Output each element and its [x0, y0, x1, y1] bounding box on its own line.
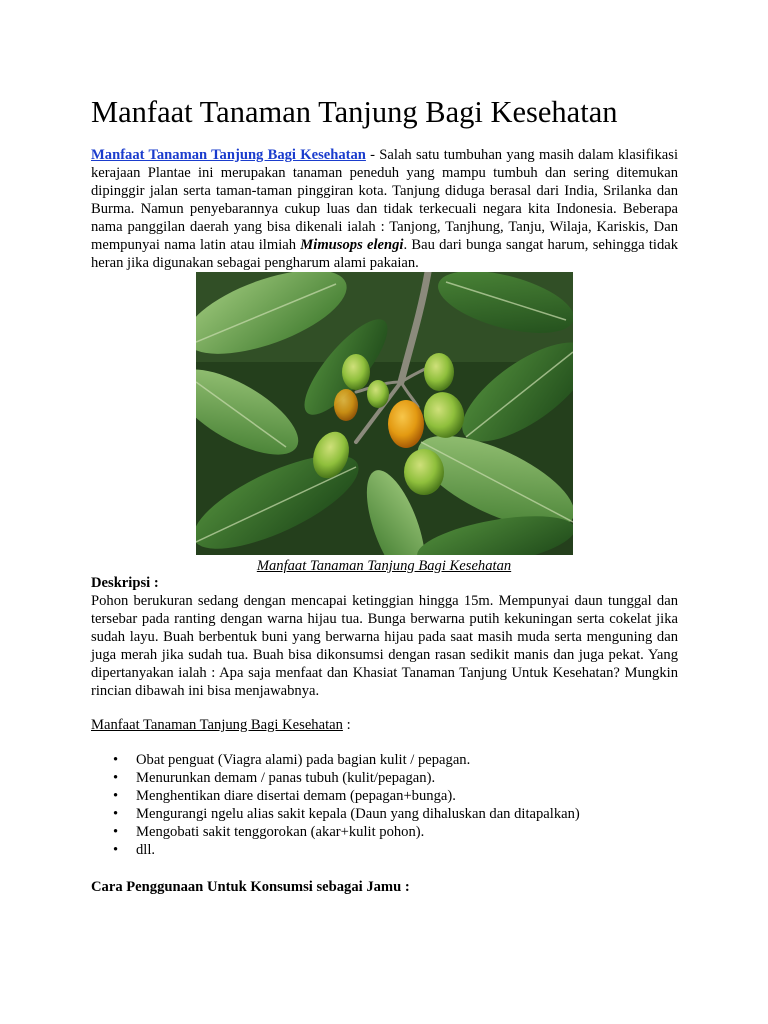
list-item — [91, 769, 678, 787]
page-title: Manfaat Tanaman Tanjung Bagi Kesehatan — [91, 95, 618, 129]
list-item — [91, 751, 678, 769]
green-fruit — [424, 353, 454, 391]
benefits-heading-colon: : — [342, 717, 351, 733]
tanjung-plant-illustration — [196, 272, 573, 555]
list-item-text: Menurunkan demam / panas tubuh (kulit/pepagan). — [136, 770, 436, 786]
title-link[interactable]: Manfaat Tanaman Tanjung Bagi Kesehatan — [91, 147, 366, 163]
tanjung-plant-photo — [196, 272, 573, 555]
benefits-list — [91, 751, 678, 859]
latin-name: Mimusops elengi — [300, 237, 404, 253]
list-item-text: Mengurangi ngelu alias sakit kepala (Daun yang dihaluskan dan ditapalkan) — [136, 806, 580, 822]
bullet-icon: • — [113, 842, 119, 858]
list-item — [91, 805, 678, 823]
benefits-heading-text: Manfaat Tanaman Tanjung Bagi Kesehatan — [91, 717, 343, 733]
list-item-text: dll. — [136, 842, 156, 858]
orange-fruit — [334, 389, 358, 421]
intro-text-end: . Bau dari bunga sangat harum, sehingga tidak heran jika digunakan sebagai pengharum alami pakaian. — [91, 237, 679, 271]
bullet-icon: • — [113, 770, 119, 786]
usage-heading: Cara Penggunaan Untuk Konsumsi sebagai Jamu : — [91, 879, 410, 895]
bullet-icon: • — [113, 806, 119, 822]
benefits-heading — [91, 716, 351, 734]
bullet-icon: • — [113, 824, 119, 840]
figure-caption: Manfaat Tanaman Tanjung Bagi Kesehatan — [256, 558, 512, 574]
list-item — [91, 823, 678, 841]
list-item — [91, 841, 678, 859]
list-item-text: Menghentikan diare disertai demam (pepagan+bunga). — [136, 788, 456, 804]
list-item — [91, 787, 678, 805]
list-item-text: Obat penguat (Viagra alami) pada bagian kulit / pepagan. — [136, 752, 471, 768]
description-paragraph: Pohon berukuran sedang dengan mencapai ketinggian hingga 15m. Mempunyai daun tunggal dan tersebar pada ranting dengan warna hijau tua. Bunga berwarna putih kekuningan serta cokelat jika sudah layu. Buah berbentuk buni yang berwarna hijau pada saat masih muda serta menguning dan juga merah jika sudah tua. Buah bisa dikonsumsi dengan rasan sedikit manis dan juga pekat. Yang dipertanyakan ialah : Apa saja menfaat dan Khasiat Tanaman Tanjung Untuk Kesehatan? Mungkin rincian dibawah ini bisa menjawabnya. — [91, 593, 678, 699]
bullet-icon: • — [113, 788, 119, 804]
description-heading: Deskripsi : — [91, 575, 159, 591]
green-fruit — [342, 354, 370, 390]
intro-text-start: - Salah satu tumbuhan yang masih dalam klasifikasi kerajaan Plantae ini merupakan tanaman peneduh yang mampu tumbuh dan sering ditemukan dipinggir jalan serta taman-taman pinggiran kota. Tanjung diduga berasal dari India, Srilanka dan Burma. Namun penyebarannya cukup luas dan tidak terkecuali negara kita Indonesia. Beberapa nama panggilan daerah yang bisa dikenali ialah : Tanjong, Tanjhung, Tanju, Wilaja, Kariskis, Dan mempunyai nama latin atau ilmiah — [91, 147, 678, 253]
list-item-text: Mengobati sakit tenggorokan (akar+kulit pohon). — [136, 824, 425, 840]
ripe-fruit — [388, 400, 424, 448]
green-fruit — [367, 380, 389, 408]
green-fruit — [404, 449, 444, 495]
bullet-icon: • — [113, 752, 119, 768]
intro-paragraph — [91, 146, 678, 272]
